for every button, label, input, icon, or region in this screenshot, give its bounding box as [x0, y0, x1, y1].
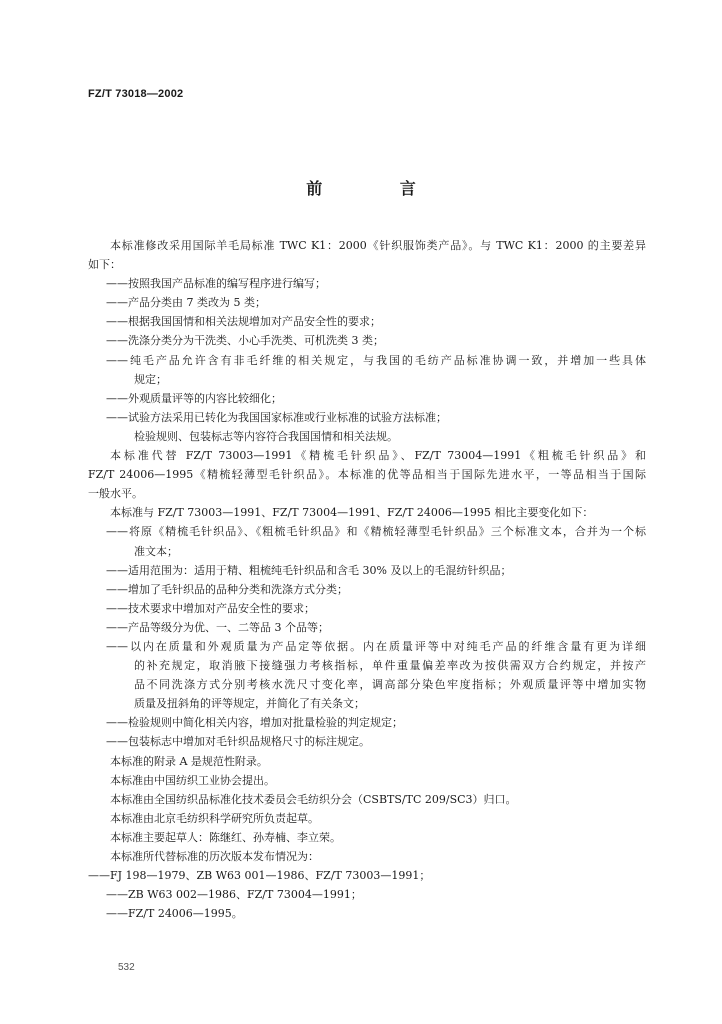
text-line: ——外观质量评等的内容比较细化；: [106, 391, 282, 405]
text-line: 本标准代替 FZ/T 73003—1991《精梳毛针织品》、FZ/T 73004—1991《粗梳毛针织品》和: [110, 449, 646, 463]
text-line: ——按照我国产品标准的编写程序进行编写；: [106, 277, 326, 291]
text-line: 准文本；: [134, 544, 178, 558]
text-line: ——根据我国国情和相关法规增加对产品安全性的要求；: [106, 315, 381, 329]
text-line: 质量及扭斜角的评等规定，并简化了有关条文；: [134, 697, 365, 711]
text-line: 本标准所代替标准的历次版本发布情况为：: [110, 850, 319, 863]
standard-code: FZ/T 73018—2002: [88, 88, 184, 100]
text-line: 品不同洗涤方式分别考核水洗尺寸变化率，调高部分染色牢度指标；外观质量评等中增加实物: [134, 678, 646, 692]
text-line: ——适用范围为：适用于精、粗梳纯毛针织品和含毛 30% 及以上的毛混纺针织品；: [106, 563, 512, 577]
text-line: 本标准由全国纺织品标准化技术委员会毛纺织分会（CSBTS/TC 209/SC3）归口。: [110, 792, 517, 806]
text-line: FZ/T 24006—1995《精梳轻薄型毛针织品》。本标准的优等品相当于国际先进水平，一等品相当于国际: [88, 468, 646, 482]
page-title: 前 言: [306, 179, 452, 198]
text-line: 本标准的附录 A 是规范性附录。: [110, 754, 268, 768]
text-line: ——FJ 198—1979、ZB W63 001—1986、FZ/T 73003—1991；: [88, 869, 431, 883]
text-line: ——将原《精梳毛针织品》、《粗梳毛针织品》和《精梳轻薄型毛针织品》三个标准文本，合并为一个标: [106, 525, 646, 539]
text-line: ——试验方法采用已转化为我国国家标准或行业标准的试验方法标准；: [106, 410, 447, 424]
text-line: 本标准由北京毛纺织科学研究所负责起草。: [110, 811, 319, 825]
text-line: ——增加了毛针织品的品种分类和洗涤方式分类；: [106, 582, 348, 596]
text-line: 本标准修改采用国际羊毛局标准 TWC K1：2000《针织服饰类产品》。与 TWC K1：2000 的主要差异: [110, 239, 646, 252]
text-line: ——纯毛产品允许含有非毛纤维的相关规定，与我国的毛纺产品标准协调一致，并增加一些具体: [106, 353, 646, 367]
foreword-body: [88, 236, 646, 923]
text-line: 规定；: [134, 372, 167, 386]
text-line: 本标准与 FZ/T 73003—1991、FZ/T 73004—1991、FZ/T 24006—1995 相比主要变化如下：: [110, 506, 594, 520]
text-line: ——产品分类由 7 类改为 5 类；: [106, 296, 266, 310]
text-line: ——包装标志中增加对毛针织品规格尺寸的标注规定。: [106, 735, 370, 749]
text-line: ——技术要求中增加对产品安全性的要求；: [106, 601, 315, 615]
text-line: 如下：: [88, 258, 121, 272]
page-number: 532: [118, 962, 135, 973]
text-line: ——洗涤分类分为干洗类、小心手洗类、可机洗类 3 类；: [106, 334, 384, 348]
text-line: ——以内在质量和外观质量为产品定等依据。内在质量评等中对纯毛产品的纤维含量有更为详细: [106, 639, 646, 653]
text-line: 的补充规定，取消腋下接缝强力考核指标，单件重量偏差率改为按供需双方合约规定，并按产: [134, 659, 646, 673]
text-line: 本标准由中国纺织工业协会提出。: [110, 773, 275, 787]
text-line: 本标准主要起草人：陈继红、孙寿楠、李立荣。: [110, 830, 341, 844]
text-line: 检验规则、包装标志等内容符合我国国情和相关法规。: [134, 429, 398, 443]
text-line: ——检验规则中简化相关内容，增加对批量检验的判定规定；: [106, 716, 403, 730]
text-line: 一般水平。: [88, 487, 143, 501]
text-line: ——产品等级分为优、一、二等品 3 个品等；: [106, 620, 329, 634]
text-line: ——FZ/T 24006—1995。: [106, 907, 243, 921]
text-line: ——ZB W63 002—1986、FZ/T 73004—1991；: [106, 888, 362, 902]
